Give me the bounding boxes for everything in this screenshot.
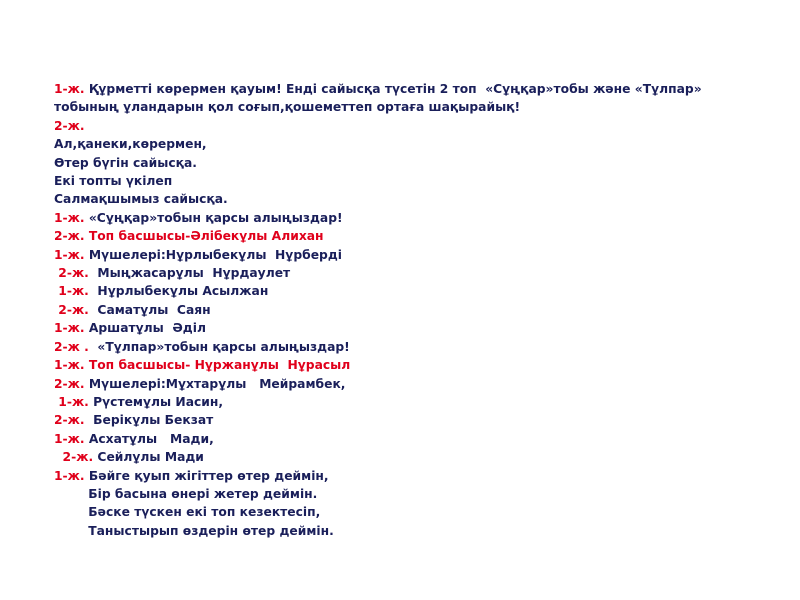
speaker-label: 1-ж. — [54, 431, 89, 446]
line-text: Рүстемұлы Иасин, — [93, 394, 224, 409]
text-line — [54, 246, 754, 264]
text-line — [54, 227, 754, 245]
line-text: Құрметті көрермен қауым! Енді сайысқа түсетін 2 топ «Сұңқар»тобы және «Тұлпар» — [88, 82, 702, 96]
text-line — [54, 448, 754, 466]
text-line — [54, 338, 754, 356]
line-text: Екі топты үкілеп — [54, 174, 173, 189]
speaker-label: 1-ж. Топ басшысы- Нұржанұлы Нұрасыл — [54, 358, 351, 373]
speaker-label: 2-ж. — [54, 413, 94, 428]
text-line — [54, 485, 754, 503]
line-text: Салмақшымыз сайысқа. — [54, 192, 228, 207]
text-line — [54, 503, 754, 521]
speaker-label: 2-ж. — [54, 266, 98, 281]
text-line — [54, 522, 754, 540]
line-text: Сейлұлы Мади — [97, 450, 204, 465]
line-text: Берікұлы Бекзат — [93, 413, 214, 428]
speaker-label: 2-ж . — [54, 339, 94, 354]
speaker-label: 1-ж. — [54, 468, 89, 483]
speaker-label: 2-ж. — [54, 118, 85, 133]
text-line — [54, 98, 754, 116]
speaker-label: 1-ж. — [54, 284, 98, 299]
text-line — [54, 172, 754, 190]
text-line — [54, 135, 754, 153]
speaker-label: 2-ж. Топ басшысы-Әлібекұлы Алихан — [54, 229, 324, 244]
line-text: Өтер бүгін сайысқа. — [54, 155, 197, 170]
speaker-label: 1-ж. — [54, 321, 89, 336]
line-text: Таныстырып өздерін өтер деймін. — [54, 523, 334, 538]
text-line — [54, 430, 754, 448]
text-line — [54, 356, 754, 374]
text-line — [54, 393, 754, 411]
speaker-label: 1-ж. — [54, 394, 94, 409]
line-text: Саматұлы Саян — [97, 302, 211, 317]
line-text: тобының ұландарын қол соғып,қошеметтеп ортаға шақырайық! — [54, 100, 521, 115]
line-text: «Сұңқар»тобын қарсы алыңыздар! — [88, 210, 343, 225]
text-line — [54, 375, 754, 393]
text-line — [54, 319, 754, 337]
text-line — [54, 301, 754, 319]
speaker-label: 2-ж. — [54, 450, 98, 465]
line-text: Аршатұлы Әділ — [88, 321, 206, 336]
speaker-label: 1-ж. — [54, 247, 89, 262]
text-line — [54, 117, 754, 135]
text-line — [54, 209, 754, 227]
script-text-block — [54, 80, 754, 540]
line-text: Мыңжасарұлы Нұрдаулет — [97, 266, 291, 281]
text-line — [54, 190, 754, 208]
speaker-label: 2-ж. — [54, 302, 98, 317]
text-line — [54, 467, 754, 485]
line-text: Мүшелері:Мұхтарұлы Мейрамбек, — [88, 376, 346, 391]
text-line — [54, 411, 754, 429]
line-text: Бір басына өнері жетер деймін. — [54, 486, 318, 501]
text-line — [54, 282, 754, 300]
line-text: Нұрлыбекұлы Асылжан — [97, 284, 269, 299]
text-line — [54, 154, 754, 172]
text-line — [54, 80, 754, 98]
speaker-label: 1-ж. — [54, 82, 89, 96]
text-line — [54, 264, 754, 282]
line-text: Ал,қанеки,көрермен, — [54, 137, 207, 152]
line-text: Бәске түскен екі топ кезектесіп, — [54, 505, 321, 520]
line-text: Бәйге қуып жігіттер өтер деймін, — [88, 468, 329, 483]
line-text: Асхатұлы Мади, — [88, 431, 214, 446]
line-text: Мүшелері:Нұрлыбекұлы Нұрберді — [88, 247, 342, 262]
speaker-label: 2-ж. — [54, 376, 89, 391]
speaker-label: 1-ж. — [54, 210, 89, 225]
line-text: «Тұлпар»тобын қарсы алыңыздар! — [93, 339, 350, 354]
